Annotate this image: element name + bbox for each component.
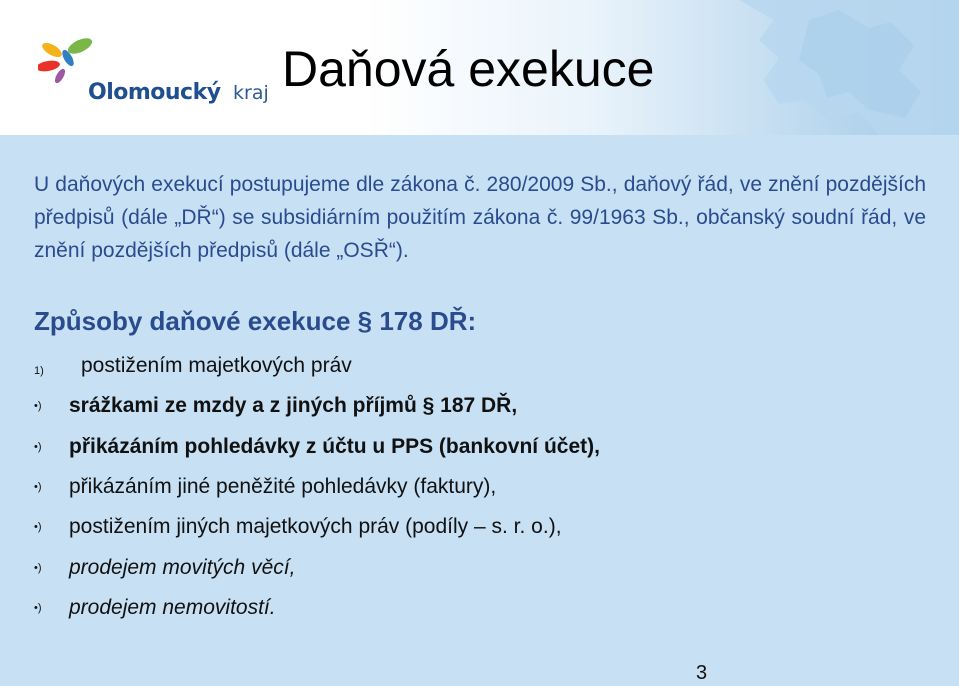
list-marker: •) xyxy=(34,481,42,493)
list-marker: •) xyxy=(34,400,42,412)
page-title: Daňová exekuce xyxy=(282,41,655,97)
intro-paragraph: U daňových exekucí postupujeme dle zákona č. 280/2009 Sb., daňový řád, ve znění pozdějších předpisů (dále „DŘ“) se subsidiárním použitím zákona č. 99/1963 Sb., občanský soudní řád, ve znění pozdějších předpisů (dále „OSŘ“). xyxy=(34,173,926,262)
region-map-graphic xyxy=(629,0,959,135)
logo-suffix: kraj xyxy=(233,82,269,104)
list-item-text: přikázáním jiné peněžité pohledávky (faktury), xyxy=(69,475,497,498)
list-item-text: prodejem nemovitostí. xyxy=(69,596,276,619)
list-item-text: postižením jiných majetkových práv (podíly – s. r. o.), xyxy=(69,515,562,538)
list-marker: •) xyxy=(34,521,42,533)
page-number: 3 xyxy=(696,662,708,684)
list-item-text: prodejem movitých věcí, xyxy=(69,556,296,579)
olomoucky-kraj-logo xyxy=(38,36,268,108)
list-item-text: postižením majetkových práv xyxy=(81,354,352,377)
list-item-text: přikázáním pohledávky z účtu u PPS (bankovní účet), xyxy=(69,435,600,458)
list-marker: •) xyxy=(34,562,42,574)
list-marker: •) xyxy=(34,441,42,453)
list-marker: 1) xyxy=(34,365,44,377)
section-heading: Způsoby daňové exekuce § 178 DŘ: xyxy=(34,306,477,336)
slide-header xyxy=(0,0,959,135)
list-item-text: srážkami ze mzdy a z jiných příjmů § 187 DŘ, xyxy=(69,394,518,417)
logo-name: Olomoucký xyxy=(88,80,221,105)
list-marker: •) xyxy=(34,602,42,614)
